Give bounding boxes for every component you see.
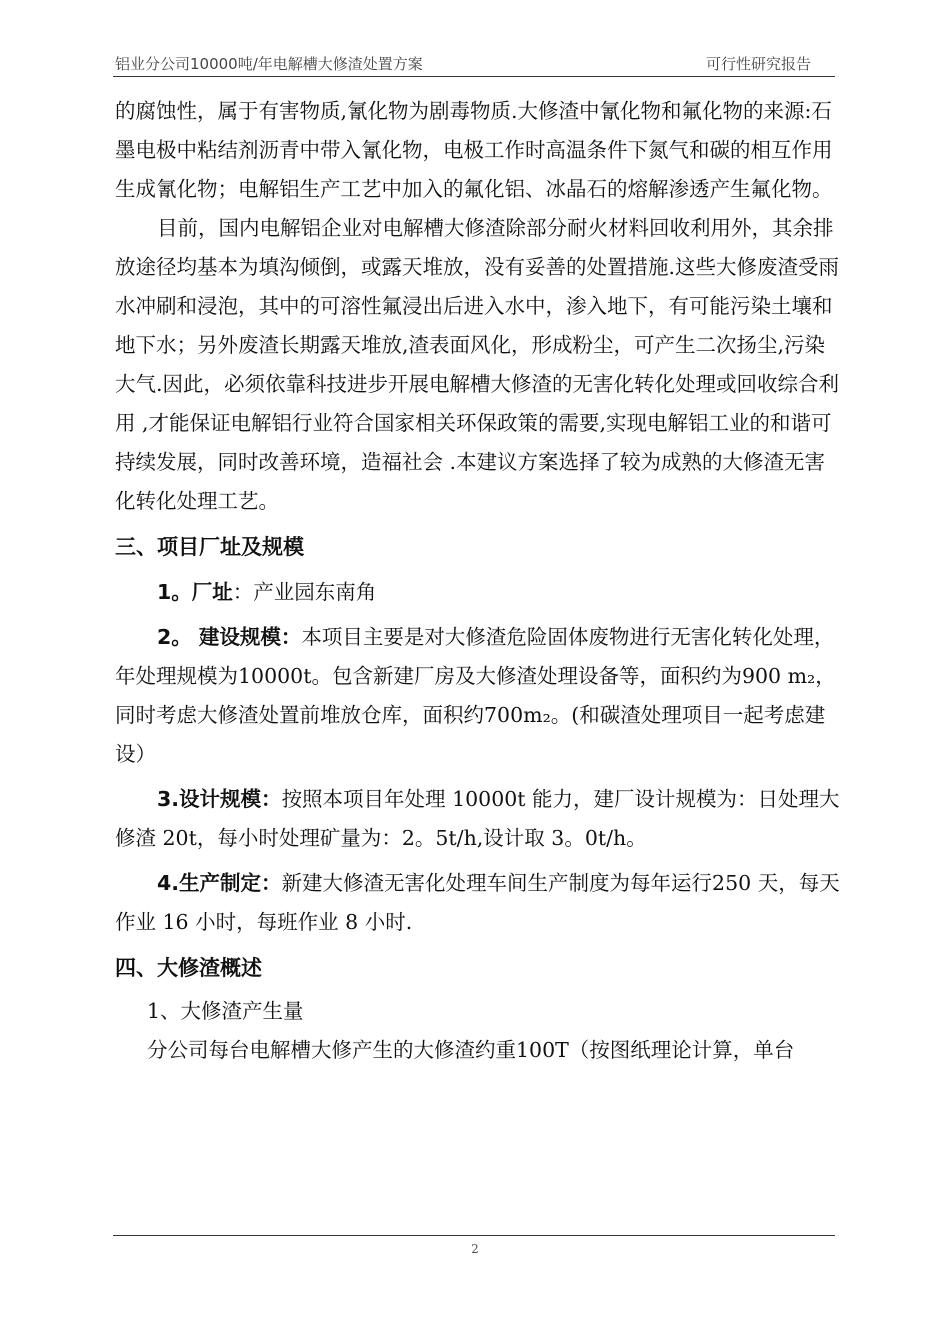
item-site-label: 1。厂址 [157, 580, 233, 604]
page-number: 2 [471, 1242, 479, 1256]
item-production-system-text: 新建大修渣无害化处理车间生产制度为每年运行250 天，每天作业 16 小时，每班作业 8 小时. [115, 871, 840, 934]
document-title: 铝业分公司10000吨/年电解槽大修渣处置方案 [115, 55, 423, 73]
footer-divider [113, 1235, 835, 1236]
item-production-system [115, 864, 843, 942]
section-3-heading: 三、项目厂址及规模 [115, 535, 304, 559]
document-body [115, 92, 843, 1070]
item-site-text: ：产业园东南角 [232, 580, 377, 604]
paragraph-residue-amount: 分公司每台电解槽大修产生的大修渣约重100T（按图纸理论计算，单台 [147, 1038, 795, 1062]
page-header [113, 52, 835, 77]
item-construction-scale-label: 2。 建设规模： [157, 625, 302, 649]
paragraph-toxicity: 的腐蚀性，属于有害物质,氰化物为剧毒物质.大修渣中氰化物和氟化物的来源:石墨电极中粘结剂沥青中带入氰化物，电极工作时高温条件下氮气和碳的相互作用生成氰化物；电解铝生产工艺中加入的氟化铝、冰晶石的熔解渗透产生氟化物。 [115, 99, 833, 201]
item-design-scale-label: 3.设计规模： [157, 787, 282, 811]
item-design-scale-text: 按照本项目年处理 10000t 能力，建厂设计规模为：日处理大修渣 20t，每小时处理矿量为：2。5t/h,设计取 3。0t/h。 [115, 787, 840, 850]
item-construction-scale [115, 618, 843, 774]
item-production-system-label: 4.生产制定： [157, 871, 282, 895]
section-4-heading: 四、大修渣概述 [115, 956, 262, 980]
paragraph-current-situation: 目前，国内电解铝企业对电解槽大修渣除部分耐火材料回收利用外，其余排放途径均基本为填沟倾倒，或露天堆放，没有妥善的处置措施.这些大修废渣受雨水冲刷和浸泡，其中的可溶性氟浸出后进入水中，渗入地下，有可能污染土壤和地下水；另外废渣长期露天堆放,渣表面风化，形成粉尘，可产生二次扬尘,污染大气.因此，必须依靠科技进步开展电解槽大修渣的无害化转化处理或回收综合利用 ,才能保证电解铝行业符合国家相关环保政策的需要,实现电解铝工业的和谐可持续发展，同时改善环境，造福社会 .本建议方案选择了较为成熟的大修渣无害化转化处理工艺。 [115, 216, 840, 513]
item-construction-scale-text: 本项目主要是对大修渣危险固体废物进行无害化转化处理，年处理规模为10000t。包含新建厂房及大修渣处理设备等，面积约为900 m₂，同时考虑大修渣处置前堆放仓库，面积约700m₂。(和碳渣处理项目一起考虑建设） [115, 625, 836, 766]
report-type: 可行性研究报告 [705, 55, 811, 73]
subsection-1-heading: 1、大修渣产生量 [147, 999, 304, 1023]
item-site [115, 573, 843, 612]
item-design-scale [115, 780, 843, 858]
